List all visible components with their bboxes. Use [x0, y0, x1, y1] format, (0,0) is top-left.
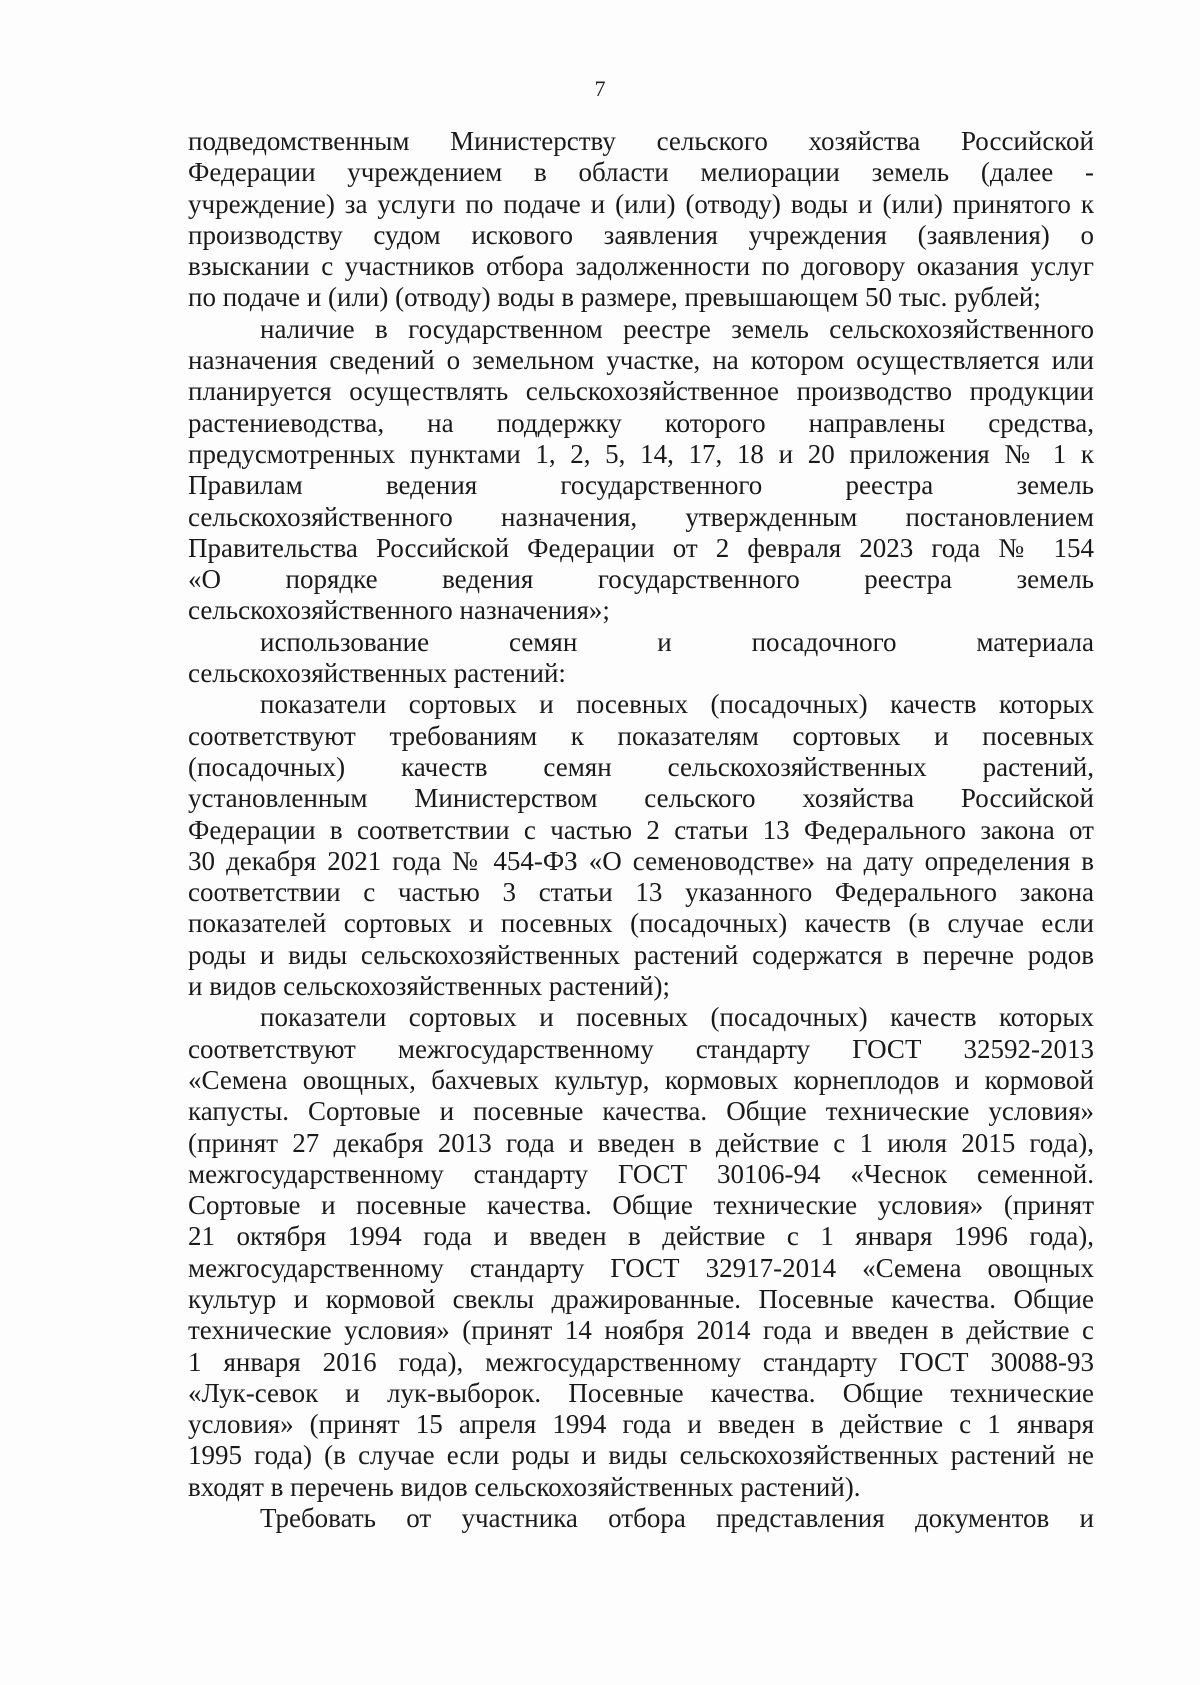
text-line: 30 декабря 2021 года № 454-ФЗ «О семеноводстве» на дату определения в — [188, 845, 1094, 876]
text-line: 1 января 2016 года), межгосударственному стандарту ГОСТ 30088-93 — [188, 1346, 1094, 1377]
text-line: производству судом искового заявления учреждения (заявления) о — [188, 219, 1094, 250]
paragraph-first-line: использование семян и посадочного материала — [260, 626, 1094, 657]
text-line: подведомственным Министерству сельского хозяйства Российской — [188, 126, 1094, 156]
text-line: взыскании с участников отбора задолженности по договору оказания услуг — [188, 251, 1094, 282]
text-line: Правительства Российской Федерации от 2 февраля 2023 года № 154 — [188, 532, 1094, 563]
text-line: учреждение) за услуги по подаче и (или) (отводу) воды и (или) принятого к — [188, 188, 1094, 219]
text-line: Федерации в соответствии с частью 2 статьи 13 Федерального закона от — [188, 814, 1094, 845]
text-line: условия» (принят 15 апреля 1994 года и введен в действие с 1 января — [188, 1409, 1094, 1440]
text-line: по подаче и (или) (отводу) воды в размере, превышающем 50 тыс. рублей; — [188, 282, 1041, 313]
text-line: «Лук-севок и лук-выборок. Посевные качества. Общие технические — [188, 1377, 1094, 1408]
text-line: Сортовые и посевные качества. Общие технические условия» (принят — [188, 1190, 1094, 1221]
text-line: и видов сельскохозяйственных растений); — [188, 971, 671, 1002]
text-line: технические условия» (принят 14 ноября 2014 года и введен в действие с — [188, 1315, 1094, 1346]
page-number: 7 — [594, 76, 606, 101]
text-line: назначения сведений о земельном участке, на котором осуществляется или — [188, 345, 1094, 376]
text-line: 21 октября 1994 года и введен в действие с 1 января 1996 года), — [188, 1221, 1094, 1252]
text-line: планируется осуществлять сельскохозяйственное производство продукции — [188, 376, 1094, 407]
text-line: соответствуют межгосударственному стандарту ГОСТ 32592-2013 — [188, 1033, 1094, 1064]
text-line: соответствуют требованиям к показателям сортовых и посевных — [188, 720, 1094, 751]
text-line: капусты. Сортовые и посевные качества. Общие технические условия» — [188, 1096, 1094, 1127]
text-line: показателей сортовых и посевных (посадочных) качеств (в случае если — [188, 908, 1094, 939]
text-line: растениеводства, на поддержку которого направлены средства, — [188, 407, 1094, 438]
paragraph-first-line: показатели сортовых и посевных (посадочных) качеств которых — [260, 1002, 1094, 1033]
text-line: роды и виды сельскохозяйственных растений содержатся в перечне родов — [188, 939, 1094, 970]
text-line: предусмотренных пунктами 1, 2, 5, 14, 17, 18 и 20 приложения № 1 к — [188, 438, 1094, 469]
text-line: межгосударственному стандарту ГОСТ 30106-94 «Чеснок семенной. — [188, 1158, 1094, 1189]
text-line: 1995 года) (в случае если роды и виды сельскохозяйственных растений не — [188, 1440, 1094, 1471]
text-line: (посадочных) качеств семян сельскохозяйственных растений, — [188, 751, 1094, 782]
text-line: сельскохозяйственного назначения»; — [188, 595, 610, 626]
text-line: (принят 27 декабря 2013 года и введен в действие с 1 июля 2015 года), — [188, 1127, 1094, 1158]
text-line: входят в перечень видов сельскохозяйственных растений). — [188, 1471, 861, 1502]
text-line: Правилам ведения государственного реестра земель — [188, 470, 1094, 501]
text-line: Федерации учреждением в области мелиорации земель (далее - — [188, 157, 1094, 188]
text-line: установленным Министерством сельского хозяйства Российской — [188, 783, 1094, 814]
text-line: сельскохозяйственных растений: — [188, 658, 566, 689]
paragraph-first-line: наличие в государственном реестре земель сельскохозяйственного — [260, 313, 1094, 344]
document-body — [188, 126, 1094, 1534]
paragraph-first-line: Требовать от участника отбора представления документов и — [260, 1503, 1094, 1534]
text-line: соответствии с частью 3 статьи 13 указанного Федерального закона — [188, 877, 1094, 908]
text-line: «Семена овощных, бахчевых культур, кормовых корнеплодов и кормовой — [188, 1064, 1094, 1095]
text-line: сельскохозяйственного назначения, утвержденным постановлением — [188, 501, 1094, 532]
text-line: культур и кормовой свеклы дражированные. Посевные качества. Общие — [188, 1283, 1094, 1314]
text-line: «О порядке ведения государственного реестра земель — [188, 564, 1094, 595]
paragraph-first-line: показатели сортовых и посевных (посадочных) качеств которых — [260, 689, 1094, 720]
text-line: межгосударственному стандарту ГОСТ 32917-2014 «Семена овощных — [188, 1252, 1094, 1283]
